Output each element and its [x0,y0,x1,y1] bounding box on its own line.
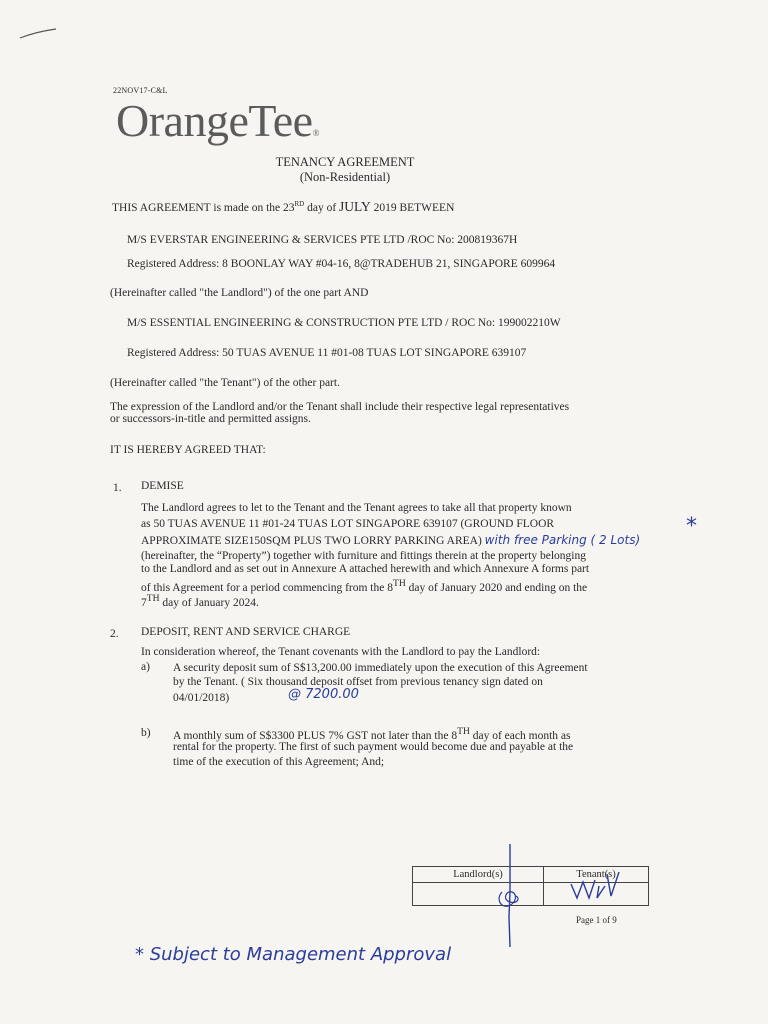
clause-2-b-label: b) [141,727,151,739]
clause-1-line-1: The Landlord agrees to let to the Tenant and the Tenant agrees to take all that property known [141,502,572,514]
clause-2-a-line-3: 04/01/2018) [173,692,230,704]
tenant-address: Registered Address: 50 TUAS AVENUE 11 #01-08 TUAS LOT SINGAPORE 639107 [127,347,527,359]
intro-day-suffix: RD [294,200,305,209]
clause-1-number: 1. [113,482,122,494]
tenant-called: (Hereinafter called "the Tenant") of the other part. [110,377,340,389]
clause-1-line-6-sup: TH [392,578,406,589]
landlord-called: (Hereinafter called "the Landlord") of the one part AND [110,287,369,299]
intro-suffix: 2019 BETWEEN [370,202,455,214]
handwritten-asterisk: * [686,514,697,539]
clause-2-b-line-1-prefix: A monthly sum of S$3300 PLUS 7% GST not later than the 8 [173,729,458,742]
clause-2-b-line-2: rental for the property. The first of such payment would become due and payable at the [173,741,574,753]
tenant-signature [567,864,627,904]
document-title: TENANCY AGREEMENT [275,155,415,169]
document-subtitle: (Non-Residential) [299,170,391,184]
clause-2-b-line-1-sup: TH [457,726,470,737]
landlord-name: M/S EVERSTAR ENGINEERING & SERVICES PTE LTD /ROC No: 200819367H [127,234,518,246]
clause-1-line-7-suffix: day of January 2024. [159,596,259,609]
orangetee-logo [116,95,319,146]
clause-2-a-line-2: by the Tenant. ( Six thousand deposit offset from previous tenancy sign dated on [173,676,543,688]
expression-line-1: The expression of the Landlord and/or the Tenant shall include their respective legal representatives [110,401,570,413]
tenant-label: Tenant(s) [544,867,649,883]
clause-1-line-5: to the Landlord and as set out in Annexure A attached herewith and which Annexure A forms part [141,563,590,575]
clause-1-line-3-text: APPROXIMATE SIZE150SQM PLUS TWO LORRY PARKING AREA) [141,535,482,547]
clause-2-number: 2. [110,628,119,640]
intro-month: JULY [339,199,371,214]
clause-2-b-line-3: time of the execution of this Agreement; And; [173,756,385,768]
hereby-agreed: IT IS HEREBY AGREED THAT: [110,444,266,456]
clause-1-line-6-prefix: of this Agreement for a period commencing from the 8 [141,581,393,594]
clause-1-line-7-prefix: 7 [141,596,147,609]
landlord-label: Landlord(s) [413,867,544,883]
logo-registered-mark: ® [312,128,319,138]
expression-line-2: or successors-in-title and permitted assigns. [110,413,311,425]
clause-2-b-line-1-suffix: day of each month as [469,729,571,742]
clause-1-line-4: (hereinafter, the “Property”) together with furniture and fittings therein at the property belonging [141,550,587,562]
clause-1-heading: DEMISE [141,480,184,492]
clause-2-intro: In consideration whereof, the Tenant covenants with the Landlord to pay the Landlord: [141,646,541,658]
page-number: Page 1 of 9 [576,915,617,925]
intro-mid: day of [304,202,340,214]
logo-text: OrangeTee [116,95,313,146]
intro-prefix: THIS AGREEMENT is made on the 23 [112,202,295,214]
handwritten-free-parking: with free Parking ( 2 Lots) [484,533,641,547]
clause-1-line-2: as 50 TUAS AVENUE 11 #01-24 TUAS LOT SINGAPORE 639107 (GROUND FLOOR [141,518,555,530]
clause-1-line-6-suffix: day of January 2020 and ending on the [405,581,588,594]
clause-1-line-3 [141,533,640,549]
agreement-date-line [112,199,454,216]
handwritten-deposit-amount: @ 7200.00 [288,687,359,702]
tenant-name: M/S ESSENTIAL ENGINEERING & CONSTRUCTION PTE LTD / ROC No: 199002210W [127,317,561,329]
clause-2-a-label: a) [141,661,150,673]
clause-1-line-7-sup: TH [146,593,160,604]
landlord-signature [492,842,532,952]
landlord-address: Registered Address: 8 BOONLAY WAY #04-16, 8@TRADEHUB 21, SINGAPORE 609964 [127,258,556,270]
pen-mark-top-left [18,26,58,42]
clause-1-line-7 [141,593,259,611]
handwritten-footnote: * Subject to Management Approval [135,944,452,965]
clause-2-heading: DEPOSIT, RENT AND SERVICE CHARGE [141,626,351,638]
clause-2-a-line-1: A security deposit sum of S$13,200.00 immediately upon the execution of this Agreement [173,662,588,674]
reference-code: 22NOV17-C&L [113,86,168,95]
